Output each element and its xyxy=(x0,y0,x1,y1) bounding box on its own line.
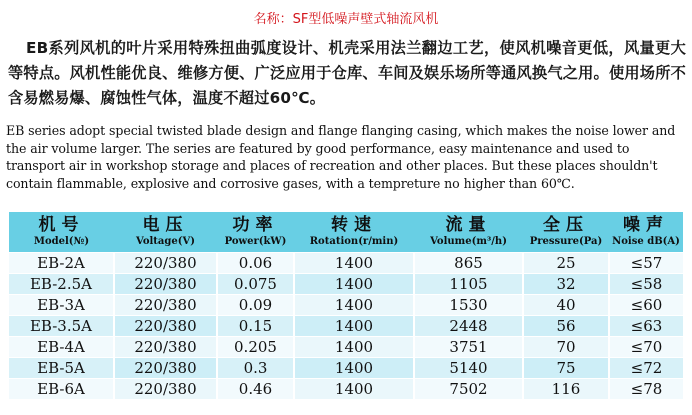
description-chinese: EB系列风机的叶片采用特殊扭曲弧度设计、机壳采用法兰翻边工艺，使风机噪音更低，风量更大等特点。风机性能优良、维修方便、广泛应用于仓库、车间及娱乐场所等通风换气之用。使用场所不含易燃易爆、腐蚀性气体，温度不超过60℃。 xyxy=(8,39,686,107)
table-row xyxy=(9,337,683,358)
header-cn: 功率 xyxy=(232,215,279,235)
table-header-row xyxy=(9,212,683,253)
header-rotation xyxy=(294,212,414,253)
header-en: Noise dB(A) xyxy=(612,236,680,247)
header-cn: 全压 xyxy=(543,215,589,235)
cell-noise: ≤57 xyxy=(609,253,683,274)
header-en: Power(kW) xyxy=(224,236,287,247)
cell-rotation: 1400 xyxy=(294,358,414,379)
header-cn: 噪声 xyxy=(623,215,669,235)
product-title: 名称：SF型低噪声壁式轴流风机 xyxy=(253,12,439,27)
header-pressure xyxy=(523,212,609,253)
cell-noise: ≤70 xyxy=(609,337,683,358)
header-en: Model(№) xyxy=(33,236,90,247)
cell-model: EB-3.5A xyxy=(9,316,114,337)
table-row xyxy=(9,253,683,274)
cell-power: 0.205 xyxy=(217,337,294,358)
cell-rotation: 1400 xyxy=(294,337,414,358)
cell-pressure: 25 xyxy=(523,253,609,274)
cell-pressure: 40 xyxy=(523,295,609,316)
cell-volume: 7502 xyxy=(414,379,523,400)
header-en: Pressure(Pa) xyxy=(529,236,603,247)
cell-power: 0.46 xyxy=(217,379,294,400)
cell-power: 0.09 xyxy=(217,295,294,316)
header-voltage xyxy=(114,212,217,253)
cell-volume: 1530 xyxy=(414,295,523,316)
spec-table xyxy=(9,212,683,399)
cell-voltage: 220/380 xyxy=(114,274,217,295)
cell-voltage: 220/380 xyxy=(114,295,217,316)
cell-rotation: 1400 xyxy=(294,379,414,400)
cell-volume: 865 xyxy=(414,253,523,274)
header-power xyxy=(217,212,294,253)
table-row xyxy=(9,295,683,316)
cell-pressure: 70 xyxy=(523,337,609,358)
header-en: Rotation(r/min) xyxy=(309,236,399,247)
cell-power: 0.075 xyxy=(217,274,294,295)
cell-volume: 2448 xyxy=(414,316,523,337)
header-volume xyxy=(414,212,523,253)
cell-model: EB-2.5A xyxy=(9,274,114,295)
cell-voltage: 220/380 xyxy=(114,337,217,358)
cell-model: EB-2A xyxy=(9,253,114,274)
header-model xyxy=(9,212,114,253)
cell-rotation: 1400 xyxy=(294,253,414,274)
cell-pressure: 32 xyxy=(523,274,609,295)
cell-noise: ≤72 xyxy=(609,358,683,379)
cell-volume: 5140 xyxy=(414,358,523,379)
cell-voltage: 220/380 xyxy=(114,316,217,337)
description-english: EB series adopt special twisted blade design and flange flanging casing, which makes the noise lower and the air volume larger. The series are featured by good performance, easy maintenance and used to transport air in workshop storage and places of recreation and other places. But these places shouldn't contain flammable, explosive and corrosive gases, with a tempreture no higher than 60℃. xyxy=(6,123,676,191)
cell-volume: 1105 xyxy=(414,274,523,295)
cell-voltage: 220/380 xyxy=(114,379,217,400)
table-row xyxy=(9,316,683,337)
cell-noise: ≤58 xyxy=(609,274,683,295)
cell-rotation: 1400 xyxy=(294,274,414,295)
cell-model: EB-3A xyxy=(9,295,114,316)
cell-model: EB-4A xyxy=(9,337,114,358)
cell-power: 0.06 xyxy=(217,253,294,274)
header-cn: 转速 xyxy=(331,215,377,235)
cell-model: EB-6A xyxy=(9,379,114,400)
cell-noise: ≤78 xyxy=(609,379,683,400)
cell-power: 0.3 xyxy=(217,358,294,379)
cell-model: EB-5A xyxy=(9,358,114,379)
cell-noise: ≤60 xyxy=(609,295,683,316)
header-cn: 机号 xyxy=(38,215,85,235)
cell-pressure: 116 xyxy=(523,379,609,400)
header-cn: 流量 xyxy=(445,215,492,235)
cell-voltage: 220/380 xyxy=(114,358,217,379)
table-row xyxy=(9,379,683,400)
cell-rotation: 1400 xyxy=(294,316,414,337)
cell-noise: ≤63 xyxy=(609,316,683,337)
header-en: Volume(m³/h) xyxy=(430,236,507,247)
header-en: Voltage(V) xyxy=(136,236,195,247)
header-cn: 电压 xyxy=(142,215,189,235)
cell-pressure: 56 xyxy=(523,316,609,337)
cell-power: 0.15 xyxy=(217,316,294,337)
cell-rotation: 1400 xyxy=(294,295,414,316)
table-row xyxy=(9,274,683,295)
table-row xyxy=(9,358,683,379)
cell-volume: 3751 xyxy=(414,337,523,358)
cell-voltage: 220/380 xyxy=(114,253,217,274)
header-noise xyxy=(609,212,683,253)
cell-pressure: 75 xyxy=(523,358,609,379)
